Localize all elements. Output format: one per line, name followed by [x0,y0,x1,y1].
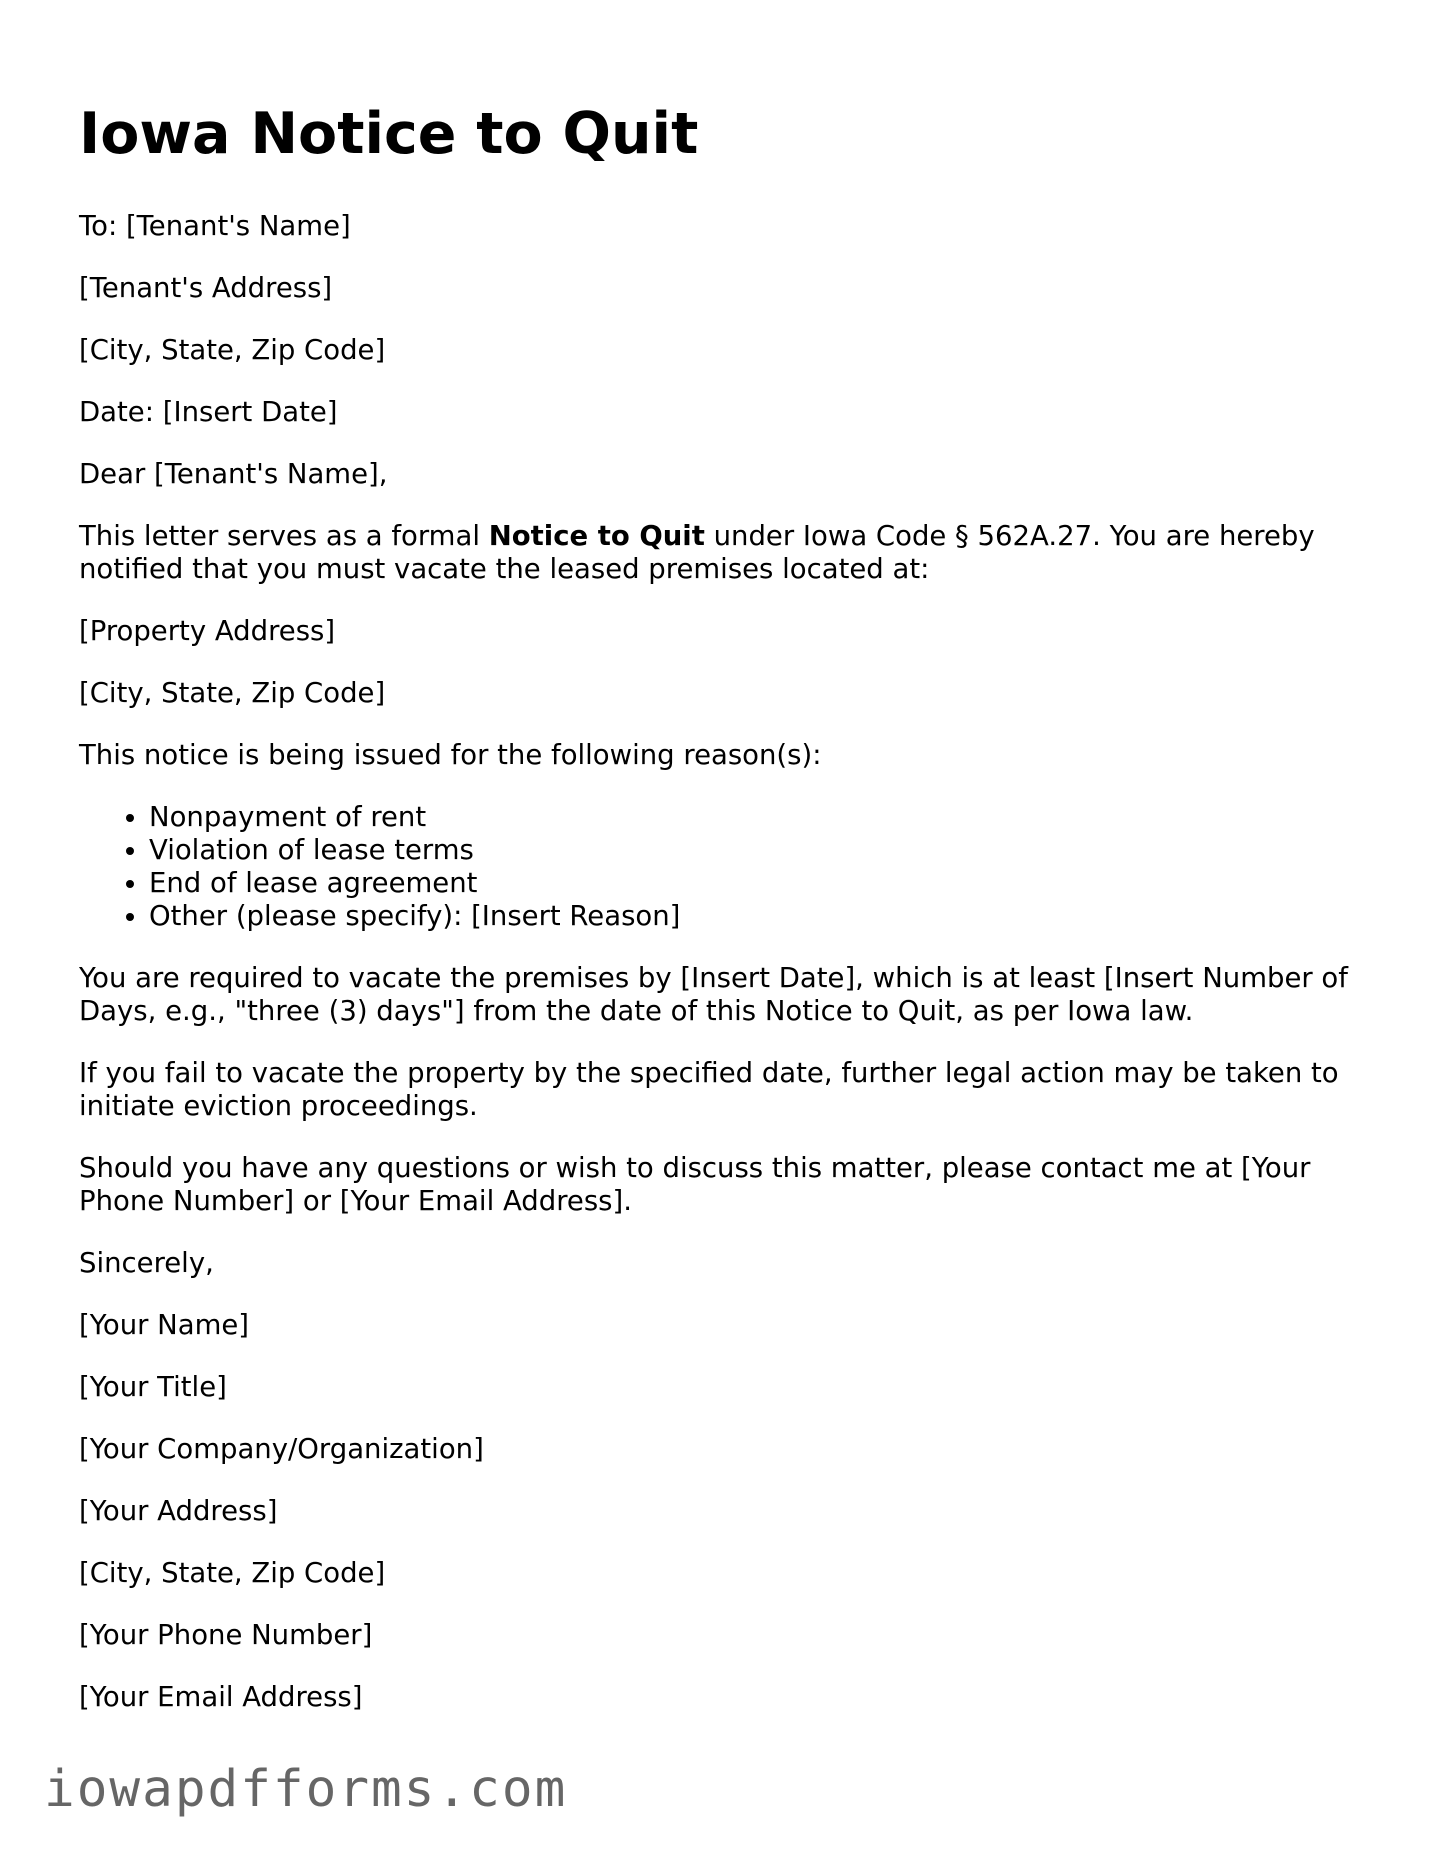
signature-city-state-zip: [City, State, Zip Code] [79,1557,386,1589]
signature-title: [Your Title] [79,1371,227,1403]
list-item: • Other (please specify): [Insert Reason] [149,900,1379,933]
document-title: Iowa Notice to Quit [79,101,699,167]
intro-bold-notice: Notice to Quit [488,520,705,552]
intro-after: under Iowa Code § 562A.27. You are hereby notified that you must vacate the leased premises located at: [79,520,1315,585]
salutation: Dear [Tenant's Name], [79,458,388,490]
signature-company: [Your Company/Organization] [79,1433,484,1465]
intro-before: This letter serves as a formal [79,520,489,552]
notice-document [79,100,1379,1743]
list-item: • Violation of lease terms [149,834,1379,867]
list-item: • End of lease agreement [149,867,1379,900]
recipient-address: [Tenant's Address] [79,272,333,304]
intro-paragraph [79,520,1379,586]
list-item: • Nonpayment of rent [149,801,1379,834]
reasons-list [79,801,1379,933]
recipient-city-state-zip: [City, State, Zip Code] [79,334,386,366]
consequence-paragraph: If you fail to vacate the property by the specified date, further legal action may be taken to initiate eviction proceedings. [79,1057,1339,1122]
watermark-text: iowapdfforms.com [44,1760,568,1819]
recipient-to-line: To: [Tenant's Name] [79,210,351,242]
closing: Sincerely, [79,1247,214,1279]
date-line: Date: [Insert Date] [79,396,338,428]
signature-phone: [Your Phone Number] [79,1619,373,1651]
signature-address: [Your Address] [79,1495,278,1527]
contact-paragraph: Should you have any questions or wish to discuss this matter, please contact me at [Your Phone Number] or [Your Email Address]. [79,1152,1311,1217]
signature-name: [Your Name] [79,1309,250,1341]
reasons-intro: This notice is being issued for the following reason(s): [79,739,822,771]
signature-email: [Your Email Address] [79,1681,363,1713]
property-address: [Property Address] [79,615,336,647]
vacate-paragraph: You are required to vacate the premises by [Insert Date], which is at least [Insert Number of Days, e.g., "three (3) days"] from the date of this Notice to Quit, as per Iowa law. [79,962,1348,1027]
property-city-state-zip: [City, State, Zip Code] [79,677,386,709]
